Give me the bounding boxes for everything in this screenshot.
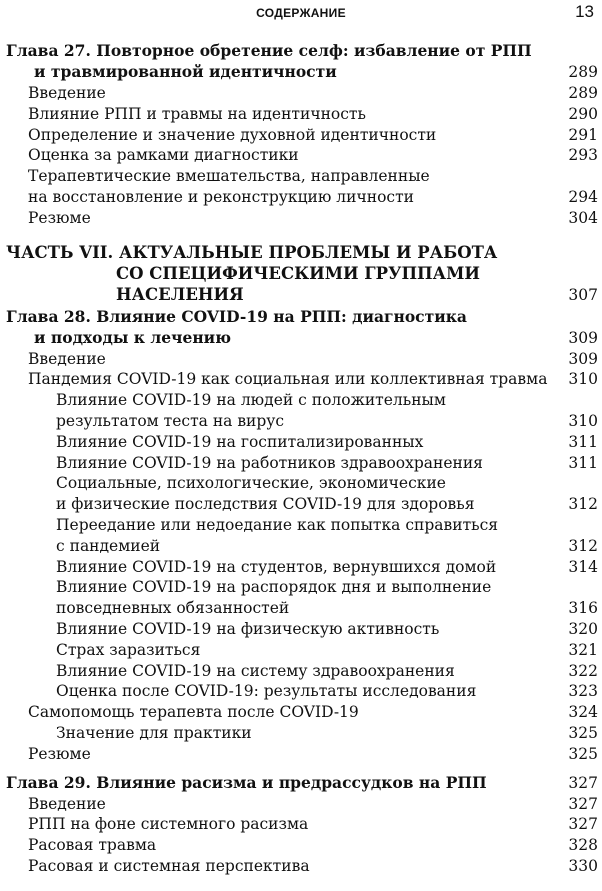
page-number: 325 [568,723,598,742]
page-number: 314 [568,557,598,576]
toc-item-text: РПП на фоне системного расизма [28,815,309,834]
toc-item[interactable] [6,349,598,370]
page-number: 323 [568,682,598,701]
toc-item[interactable] [6,83,598,104]
page-number: 316 [568,599,598,618]
toc-item-text: Оценка после COVID-19: результаты исследования [56,682,477,701]
chapter-29-heading[interactable] [6,772,598,794]
toc-subitem[interactable] [6,390,598,432]
page-number: 325 [568,744,598,763]
running-header [0,0,602,26]
toc-item[interactable] [6,208,598,229]
header-page-number: 13 [575,2,594,21]
toc-subitem[interactable] [6,557,598,578]
page-number: 328 [568,836,598,855]
page-number: 320 [568,619,598,638]
toc-subitem[interactable] [6,640,598,661]
page-number: 327 [568,773,598,792]
toc-item-text: Переедание или недоедание как попытка справиться [56,515,499,534]
toc-item-text: Влияние COVID-19 на людей с положительным [56,391,446,410]
toc-item-text: Расовая и системная перспектива [28,856,310,875]
toc-subitem[interactable] [6,681,598,702]
toc-subitem[interactable] [6,515,598,557]
part-title: ЧАСТЬ VII. АКТУАЛЬНЫЕ ПРОБЛЕМЫ И РАБОТА [6,242,498,262]
toc-item-text: Введение [28,349,106,368]
toc-item-text-cont: и физические последствия COVID-19 для здоровья [56,495,475,514]
toc-item[interactable] [6,166,598,208]
chapter-27-heading[interactable] [6,40,598,83]
toc-item-text-cont: повседневных обязанностей [56,599,290,618]
toc-subitem[interactable] [6,723,598,744]
toc-item-text-cont: результатом теста на вирус [56,411,285,430]
part-title-cont: НАСЕЛЕНИЯ [116,284,244,304]
chapter-title-cont: и травмированной идентичности [34,62,337,81]
part-title-cont: СО СПЕЦИФИЧЕСКИМИ ГРУППАМИ [116,263,480,283]
toc-item[interactable] [6,702,598,723]
toc-item[interactable] [6,744,598,765]
toc-item-text: Влияние РПП и травмы на идентичность [28,104,366,123]
page-number: 322 [568,661,598,680]
page-number: 309 [568,349,598,368]
toc-item-text: Расовая травма [28,836,157,855]
toc-item-text: Пандемия COVID-19 как социальная или коллективная травма [28,370,548,389]
toc-item[interactable] [6,104,598,125]
toc-subitem[interactable] [6,577,598,619]
toc-item-text: Введение [28,84,106,102]
toc-item-text: Терапевтические вмешательства, направленные [28,167,430,186]
page-number: 291 [568,125,598,144]
page-number: 293 [568,146,598,165]
toc-item-text: Резюме [28,208,91,227]
page-number: 312 [568,536,598,555]
toc-item-text: Самопомощь терапевта после COVID-19 [28,703,359,722]
toc-item-text: Определение и значение духовной идентичности [28,125,437,144]
page-number: 330 [568,856,598,875]
page-number: 312 [568,495,598,514]
chapter-title-cont: и подходы к лечению [34,327,232,347]
toc-item-text: Влияние COVID-19 на студентов, вернувшихся домой [56,557,497,576]
table-of-contents [6,40,598,877]
chapter-title: Глава 28. Влияние COVID-19 на РПП: диагностика [6,306,467,326]
toc-item[interactable] [6,794,598,815]
page-number: 321 [568,640,598,659]
toc-item[interactable] [6,814,598,835]
toc-subitem[interactable] [6,619,598,640]
page-number: 324 [568,703,598,722]
page-number: 290 [568,104,598,123]
toc-item-text-cont: на восстановление и реконструкцию личности [28,187,414,206]
chapter-28-heading[interactable] [6,306,598,349]
header-title: СОДЕРЖАНИЕ [256,6,346,20]
page-number: 304 [568,208,598,227]
toc-item-text: Оценка за рамками диагностики [28,146,299,165]
toc-item[interactable] [6,369,598,390]
page-number: 327 [568,794,598,813]
toc-item-text: Влияние COVID-19 на систему здравоохранения [56,661,455,680]
toc-item[interactable] [6,125,598,146]
chapter-title: Глава 29. Влияние расизма и предрассудков на РПП [6,772,487,792]
page-number: 311 [568,432,598,451]
toc-subitem[interactable] [6,473,598,515]
chapter-title: Глава 27. Повторное обретение селф: избавление от РПП [6,41,532,60]
toc-item-text: Влияние COVID-19 на физическую активность [56,619,440,638]
toc-item[interactable] [6,856,598,877]
toc-item[interactable] [6,835,598,856]
page-number: 294 [568,187,598,206]
toc-subitem[interactable] [6,661,598,682]
toc-item-text: Введение [28,794,106,813]
page-number: 307 [568,285,598,304]
page-number: 311 [568,453,598,472]
toc-item[interactable] [6,145,598,166]
page-number: 289 [568,84,598,102]
part-7-heading[interactable] [6,242,598,306]
toc-item-text: Значение для практики [56,723,252,742]
toc-item-text: Страх заразиться [56,640,201,659]
toc-subitem[interactable] [6,453,598,474]
toc-subitem[interactable] [6,432,598,453]
toc-item-text-cont: с пандемией [56,536,161,555]
page-number: 309 [568,328,598,347]
page-number: 310 [568,370,598,389]
page-number: 310 [568,411,598,430]
toc-item-text: Влияние COVID-19 на работников здравоохранения [56,453,483,472]
page-number: 327 [568,815,598,834]
toc-item-text: Влияние COVID-19 на госпитализированных [56,432,424,451]
toc-item-text: Резюме [28,744,91,763]
toc-item-text: Социальные, психологические, экономические [56,474,446,493]
page-number: 289 [568,63,598,81]
toc-item-text: Влияние COVID-19 на распорядок дня и выполнение [56,578,492,597]
